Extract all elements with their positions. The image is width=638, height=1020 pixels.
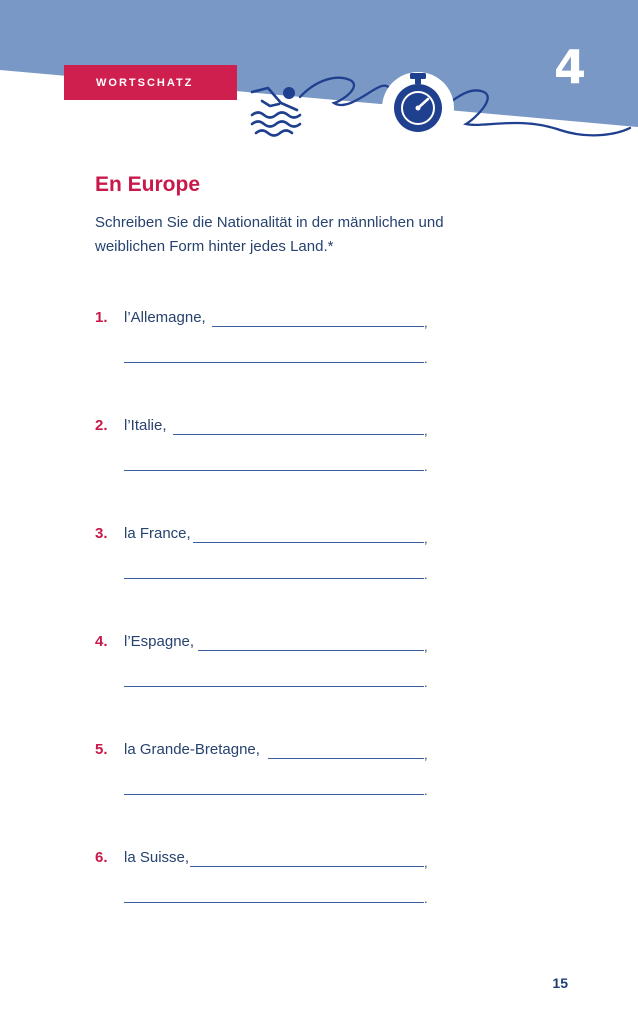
answer-comma: , xyxy=(424,423,428,438)
answer-line-feminine[interactable] xyxy=(124,362,424,363)
item-country: la Suisse, xyxy=(124,849,190,866)
section-tag: WORTSCHATZ xyxy=(64,65,237,100)
answer-line-feminine[interactable] xyxy=(124,470,424,471)
item-country: l’Italie, xyxy=(124,417,167,434)
answer-comma: , xyxy=(424,747,428,762)
answer-comma: , xyxy=(424,855,428,870)
exercise-item-6 xyxy=(0,849,638,909)
chapter-number: 4 xyxy=(553,40,586,94)
answer-line-masculine[interactable] xyxy=(268,758,424,759)
answer-line-masculine[interactable] xyxy=(212,326,424,327)
answer-line-masculine[interactable] xyxy=(198,650,424,651)
answer-line-masculine[interactable] xyxy=(173,434,424,435)
wave-line xyxy=(300,78,394,105)
exercise-item-5 xyxy=(0,741,638,801)
answer-line-masculine[interactable] xyxy=(193,542,424,543)
answer-line-feminine[interactable] xyxy=(124,578,424,579)
item-country: la France, xyxy=(124,525,191,542)
page-number: 15 xyxy=(552,975,568,991)
answer-period: . xyxy=(424,567,428,582)
answer-line-feminine[interactable] xyxy=(124,794,424,795)
exercise-title: En Europe xyxy=(95,173,201,196)
answer-period: . xyxy=(424,459,428,474)
answer-period: . xyxy=(424,675,428,690)
answer-comma: , xyxy=(424,639,428,654)
wave-line-tail xyxy=(442,90,630,135)
answer-period: . xyxy=(424,891,428,906)
answer-period: . xyxy=(424,783,428,798)
item-number: 2. xyxy=(95,417,108,434)
item-number: 1. xyxy=(95,309,108,326)
item-country: l’Allemagne, xyxy=(124,309,206,326)
item-number: 6. xyxy=(95,849,108,866)
answer-comma: , xyxy=(424,315,428,330)
exercise-instructions: Schreiben Sie die Nationalität in der männlichen und weiblichen Form hinter jedes Land.* xyxy=(95,214,444,255)
exercise-item-4 xyxy=(0,633,638,693)
exercise-item-2 xyxy=(0,417,638,477)
answer-line-masculine[interactable] xyxy=(190,866,424,867)
swimmer-icon xyxy=(252,87,300,136)
item-number: 3. xyxy=(95,525,108,542)
item-number: 5. xyxy=(95,741,108,758)
item-number: 4. xyxy=(95,633,108,650)
answer-line-feminine[interactable] xyxy=(124,686,424,687)
answer-line-feminine[interactable] xyxy=(124,902,424,903)
exercise-item-1 xyxy=(0,309,638,369)
item-country: l’Espagne, xyxy=(124,633,195,650)
item-country: la Grande-Bretagne, xyxy=(124,741,260,758)
exercise-item-3 xyxy=(0,525,638,585)
answer-period: . xyxy=(424,351,428,366)
answer-comma: , xyxy=(424,531,428,546)
